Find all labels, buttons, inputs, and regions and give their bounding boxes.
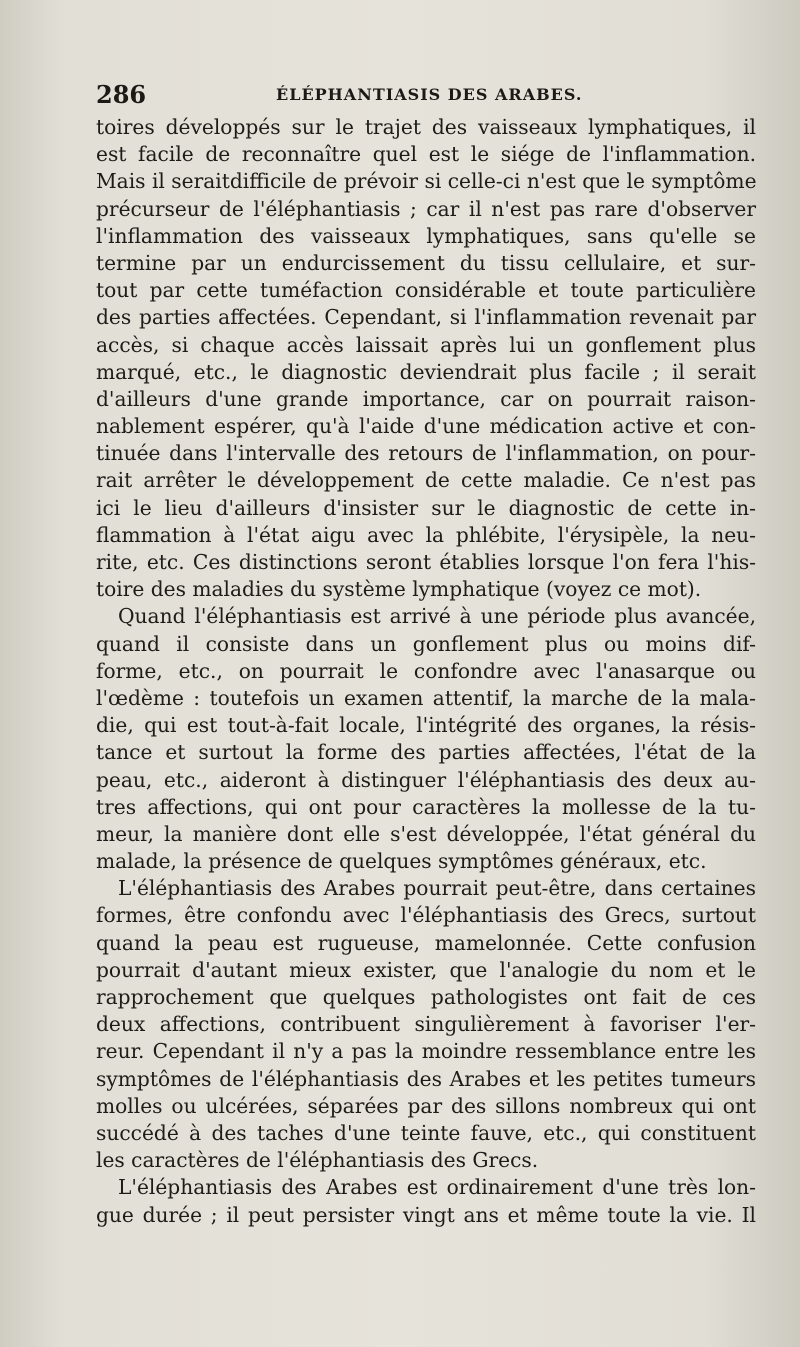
text-line: nablement espérer, qu'à l'aide d'une médication active et con- bbox=[96, 414, 756, 439]
text-line: peau, etc., aideront à distinguer l'éléphantiasis des deux au- bbox=[96, 767, 756, 792]
text-line: l'œdème : toutefois un examen attentif, la marche de la mala- bbox=[96, 685, 756, 710]
text-line: est facile de reconnaître quel est le siége de l'inflammation. bbox=[96, 142, 756, 167]
text-line: reur. Cependant il n'y a pas la moindre ressemblance entre les bbox=[96, 1039, 756, 1064]
text-line: marqué, etc., le diagnostic deviendrait plus facile ; il serait bbox=[96, 359, 756, 384]
text-line: gue durée ; il peut persister vingt ans et même toute la vie. Il bbox=[96, 1202, 756, 1227]
text-line: tres affections, qui ont pour caractères la mollesse de la tu- bbox=[96, 794, 756, 819]
text-line: quand la peau est rugueuse, mamelonnée. Cette confusion bbox=[96, 930, 756, 955]
text-line: meur, la manière dont elle s'est développée, l'état général du bbox=[96, 821, 756, 846]
text-line: d'ailleurs d'une grande importance, car on pourrait raison- bbox=[96, 386, 756, 411]
text-line: deux affections, contribuent singulièrement à favoriser l'er- bbox=[96, 1012, 756, 1037]
running-head: ÉLÉPHANTIASIS DES ARABES. bbox=[276, 85, 583, 104]
page-number: 286 bbox=[96, 80, 147, 109]
text-line: molles ou ulcérées, séparées par des sillons nombreux qui ont bbox=[96, 1093, 756, 1118]
page-header bbox=[96, 80, 756, 110]
text-line: ici le lieu d'ailleurs d'insister sur le diagnostic de cette in- bbox=[96, 495, 756, 520]
text-line: termine par un endurcissement du tissu cellulaire, et sur- bbox=[96, 250, 756, 275]
text-line: rait arrêter le développement de cette maladie. Ce n'est pas bbox=[96, 468, 756, 493]
text-line: accès, si chaque accès laissait après lui un gonflement plus bbox=[96, 332, 756, 357]
text-line: L'éléphantiasis des Arabes pourrait peut-être, dans certaines bbox=[118, 876, 756, 901]
text-line: flammation à l'état aigu avec la phlébite, l'érysipèle, la neu- bbox=[96, 522, 756, 547]
text-line: die, qui est tout-à-fait locale, l'intégrité des organes, la résis- bbox=[96, 713, 756, 738]
text-line: des parties affectées. Cependant, si l'inflammation revenait par bbox=[96, 305, 756, 330]
text-line: symptômes de l'éléphantiasis des Arabes et les petites tumeurs bbox=[96, 1066, 756, 1091]
text-line: tout par cette tuméfaction considérable et toute particulière bbox=[96, 278, 756, 303]
text-line: quand il consiste dans un gonflement plus ou moins dif- bbox=[96, 631, 756, 656]
text-line: pourrait d'autant mieux exister, que l'analogie du nom et le bbox=[96, 957, 756, 982]
text-line: toire des maladies du système lymphatique (voyez ce mot). bbox=[96, 577, 702, 602]
text-line: tance et surtout la forme des parties affectées, l'état de la bbox=[96, 740, 756, 765]
text-line: toires développés sur le trajet des vaisseaux lymphatiques, il bbox=[96, 115, 756, 139]
text-line: rapprochement que quelques pathologistes ont fait de ces bbox=[96, 985, 756, 1009]
text-line: malade, la présence de quelques symptômes généraux, etc. bbox=[96, 849, 707, 874]
text-line: tinuée dans l'intervalle des retours de l'inflammation, on pour- bbox=[96, 441, 756, 466]
text-line: L'éléphantiasis des Arabes est ordinairement d'une très lon- bbox=[118, 1175, 756, 1200]
text-line: les caractères de l'éléphantiasis des Grecs. bbox=[96, 1148, 539, 1173]
text-line: rite, etc. Ces distinctions seront établies lorsque l'on fera l'his- bbox=[96, 550, 756, 574]
body-text bbox=[96, 114, 756, 1229]
text-line: l'inflammation des vaisseaux lymphatiques, sans qu'elle se bbox=[96, 223, 756, 248]
text-line: succédé à des taches d'une teinte fauve, etc., qui constituent bbox=[96, 1120, 756, 1145]
text-line: précurseur de l'éléphantiasis ; car il n'est pas rare d'observer bbox=[96, 196, 756, 221]
text-line: forme, etc., on pourrait le confondre avec l'anasarque ou bbox=[96, 658, 756, 683]
text-line: formes, être confondu avec l'éléphantiasis des Grecs, surtout bbox=[96, 903, 756, 928]
text-line: Quand l'éléphantiasis est arrivé à une période plus avancée, bbox=[118, 604, 756, 629]
text-line: Mais il seraitdifficile de prévoir si celle-ci n'est que le symptôme bbox=[96, 169, 757, 194]
